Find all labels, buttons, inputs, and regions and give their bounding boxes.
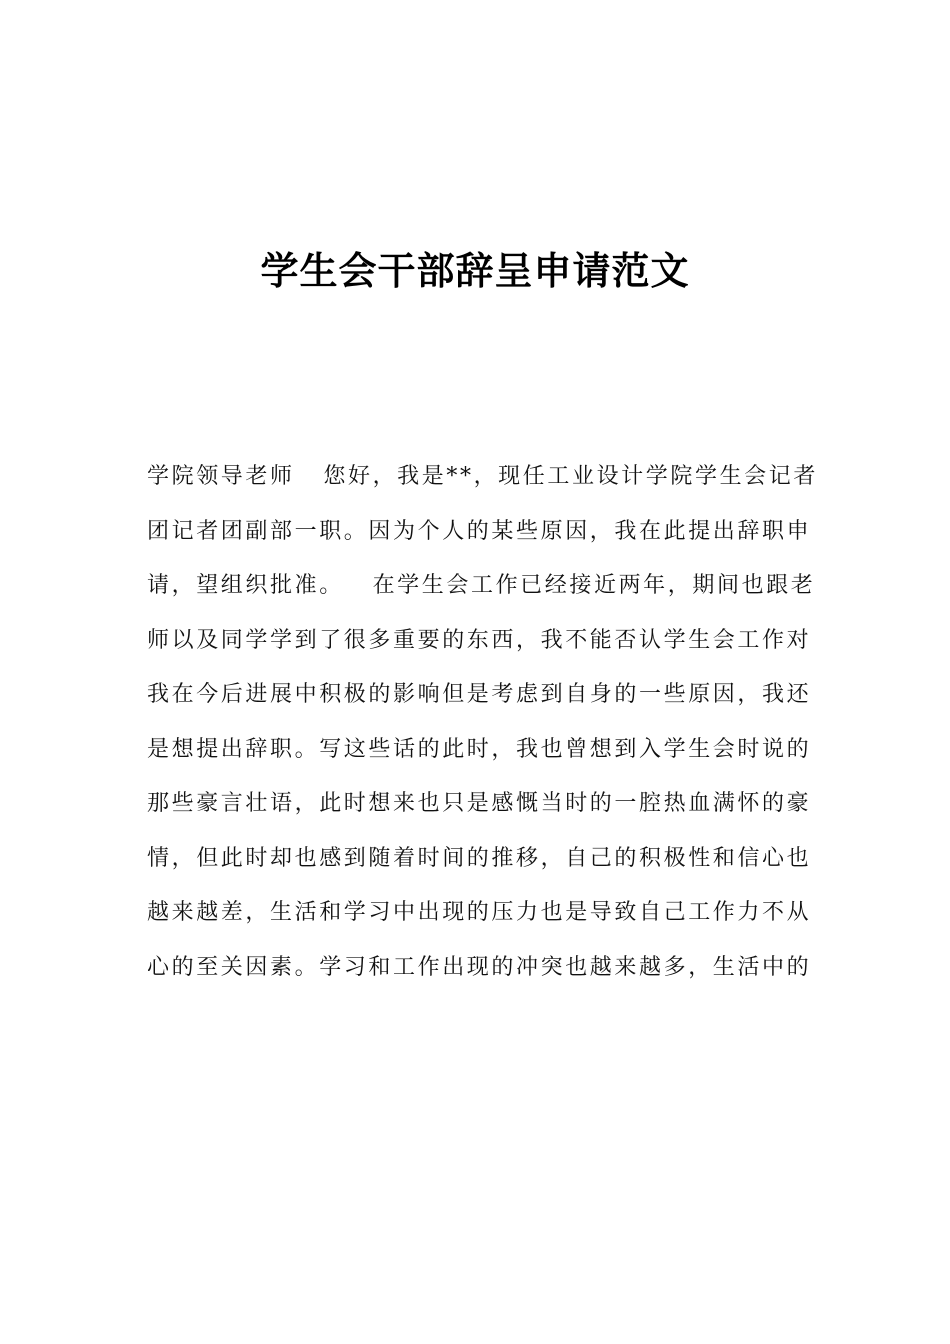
body-line: 那些豪言壮语，此时想来也只是感慨当时的一腔热血满怀的豪 [147,791,812,816]
body-line: 团记者团副部一职。因为个人的某些原因，我在此提出辞职申 [147,518,812,544]
body-line: 我在今后进展中积极的影响但是考虑到自身的一些原因，我还 [147,682,812,707]
document-body [147,450,818,995]
body-line: 学院领导老师 您好，我是**，现任工业设计学院学生会记者 [147,464,818,489]
body-line: 请，望组织批准。 在学生会工作已经接近两年，期间也跟老 [147,573,816,598]
body-line: 师以及同学学到了很多重要的东西，我不能否认学生会工作对 [147,627,812,653]
body-line: 是想提出辞职。写这些话的此时，我也曾想到入学生会时说的 [147,736,812,762]
body-line: 越来越差，生活和学习中出现的压力也是导致自己工作力不从 [147,900,812,925]
document-title: 学生会干部辞呈申请范文 [260,249,690,294]
body-line: 情，但此时却也感到随着时间的推移，自己的积极性和信心也 [147,845,812,871]
body-line: 心的至关因素。学习和工作出现的冲突也越来越多，生活中的 [147,954,812,980]
